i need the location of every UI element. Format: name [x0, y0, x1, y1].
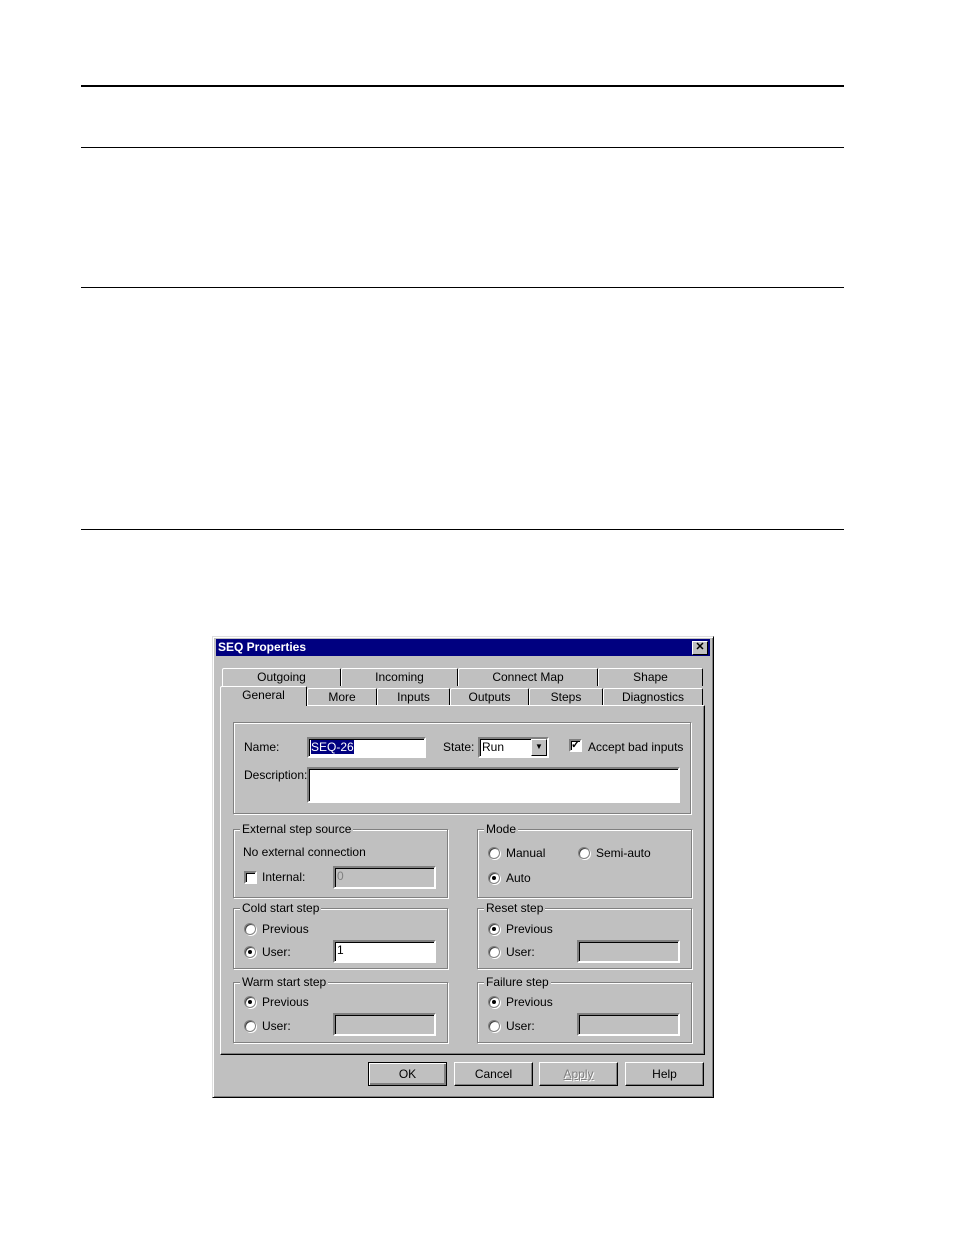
internal-checkbox[interactable]: [244, 871, 257, 884]
name-label: Name:: [244, 740, 280, 754]
mode-auto-radio[interactable]: [488, 872, 500, 884]
cold-start-user-radio[interactable]: [244, 946, 256, 958]
warm-start-step-title: Warm start step: [242, 975, 327, 989]
description-field[interactable]: [307, 767, 680, 803]
failure-user-radio[interactable]: [488, 1020, 500, 1032]
reset-previous-radio[interactable]: [488, 923, 500, 935]
internal-label[interactable]: Internal:: [262, 870, 306, 884]
tab-connect-map[interactable]: Connect Map: [458, 668, 598, 686]
state-label: State:: [443, 740, 475, 754]
description-label: Description:: [244, 768, 308, 782]
tab-outputs[interactable]: Outputs: [450, 688, 529, 706]
mode-auto-label[interactable]: Auto: [506, 871, 531, 885]
reset-user-field[interactable]: [577, 940, 680, 963]
accept-bad-inputs-checkbox[interactable]: ✓: [571, 739, 581, 751]
failure-user-field[interactable]: [577, 1013, 680, 1036]
close-icon: ✕: [695, 641, 705, 653]
warm-start-user-label[interactable]: User:: [262, 1019, 291, 1033]
failure-previous-radio[interactable]: [488, 996, 500, 1008]
reset-step-title: Reset step: [486, 901, 544, 915]
tab-shape[interactable]: Shape: [598, 668, 703, 686]
state-select[interactable]: [478, 737, 549, 758]
accept-bad-inputs-label[interactable]: Accept bad inputs: [588, 740, 684, 754]
mode-group: [477, 822, 692, 898]
external-connection-status: No external connection: [243, 845, 366, 859]
warm-start-previous-label[interactable]: Previous: [262, 995, 309, 1009]
page-rule-1: [81, 85, 844, 87]
apply-button[interactable]: Apply: [539, 1062, 618, 1086]
reset-user-label[interactable]: User:: [506, 945, 535, 959]
warm-start-user-field[interactable]: [333, 1013, 436, 1036]
mode-manual-radio[interactable]: [488, 847, 500, 859]
mode-title: Mode: [486, 822, 517, 836]
page-rule-3: [81, 287, 844, 288]
warm-start-previous-radio[interactable]: [244, 996, 256, 1008]
page-rule-4: [81, 529, 844, 530]
tab-incoming[interactable]: Incoming: [341, 668, 458, 686]
close-button[interactable]: [692, 641, 708, 655]
state-value: Run: [482, 740, 505, 754]
cold-start-step-title: Cold start step: [242, 901, 320, 915]
warm-start-user-radio[interactable]: [244, 1020, 256, 1032]
cold-start-user-field[interactable]: 1: [333, 940, 436, 963]
tab-steps[interactable]: Steps: [529, 688, 603, 706]
failure-step-title: Failure step: [486, 975, 549, 989]
internal-field[interactable]: 0: [333, 866, 436, 889]
chevron-down-icon[interactable]: ▼: [531, 739, 547, 756]
failure-previous-label[interactable]: Previous: [506, 995, 553, 1009]
tab-diagnostics[interactable]: Diagnostics: [603, 688, 703, 706]
dialog-title: SEQ Properties: [218, 640, 307, 654]
mode-manual-label[interactable]: Manual: [506, 846, 546, 860]
cold-start-user-label[interactable]: User:: [262, 945, 291, 959]
dialog-titlebar[interactable]: [216, 639, 710, 656]
cancel-button[interactable]: Cancel: [454, 1062, 533, 1086]
failure-user-label[interactable]: User:: [506, 1019, 535, 1033]
tab-inputs[interactable]: Inputs: [377, 688, 450, 706]
reset-user-radio[interactable]: [488, 946, 500, 958]
tab-general[interactable]: General: [220, 686, 307, 706]
tab-outgoing[interactable]: Outgoing: [222, 668, 341, 686]
reset-previous-label[interactable]: Previous: [506, 922, 553, 936]
external-step-source-title: External step source: [242, 822, 352, 836]
cold-start-previous-radio[interactable]: [244, 923, 256, 935]
name-field[interactable]: SEQ-26: [307, 737, 426, 758]
page-rule-2: [81, 147, 844, 148]
ok-button[interactable]: OK: [368, 1062, 447, 1086]
tab-more[interactable]: More: [307, 688, 377, 706]
help-button[interactable]: Help: [625, 1062, 704, 1086]
cold-start-previous-label[interactable]: Previous: [262, 922, 309, 936]
mode-semi-auto-label[interactable]: Semi-auto: [596, 846, 651, 860]
mode-semi-auto-radio[interactable]: [578, 847, 590, 859]
